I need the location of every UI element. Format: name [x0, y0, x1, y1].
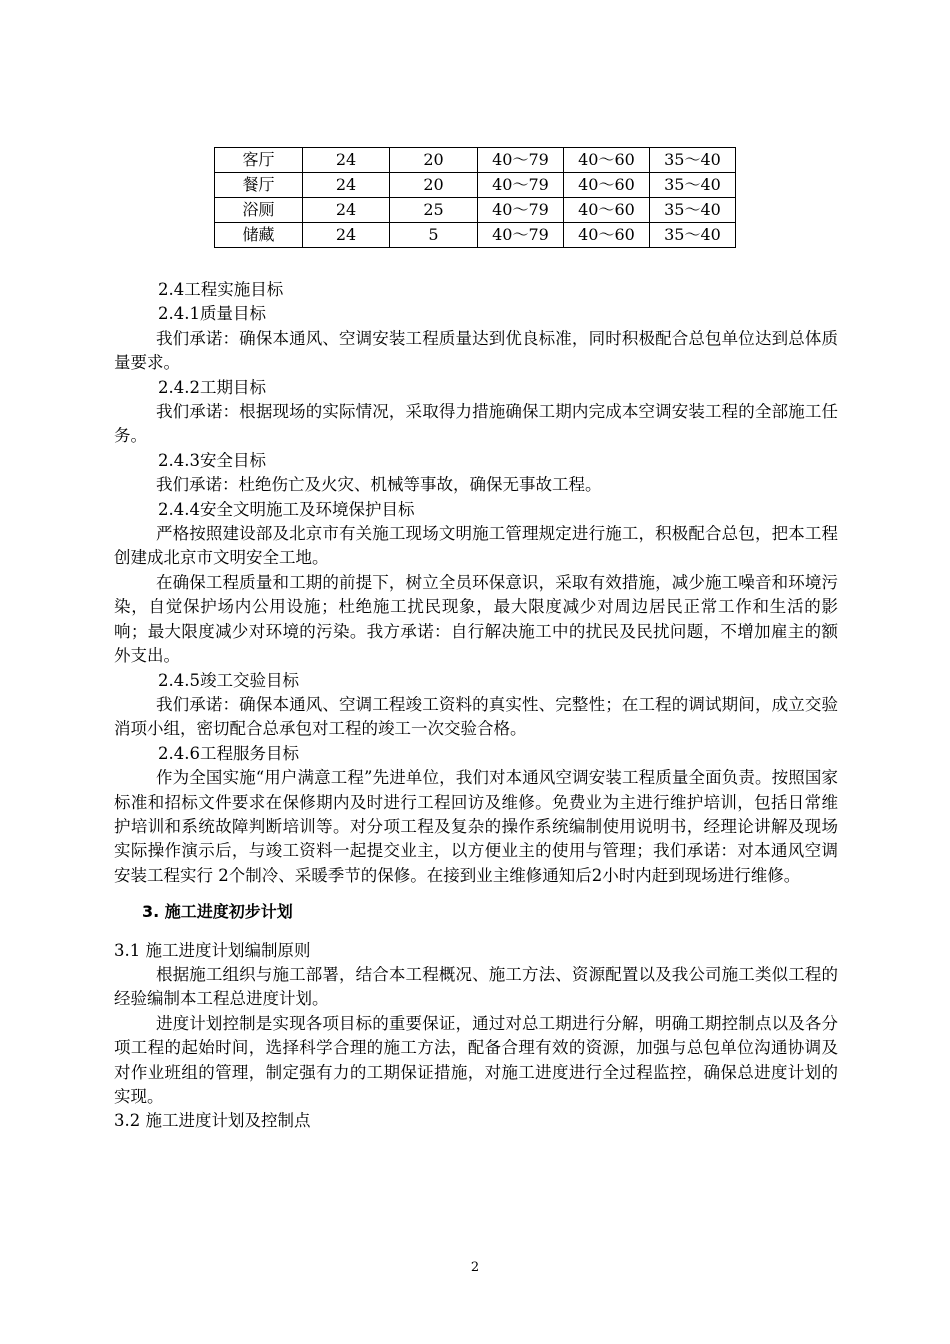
subsection-heading-3-2: 3.2 施工进度计划及控制点 [114, 1111, 311, 1131]
table-cell: 客厅 [215, 148, 303, 173]
paragraph-safety: 我们承诺：杜绝伤亡及火灾、机械等事故，确保无事故工程。 [156, 475, 602, 495]
body-text [114, 278, 838, 1134]
section-heading-2-4: 2.4工程实施目标 [158, 280, 284, 299]
table-row [215, 198, 736, 223]
table-cell: 24 [303, 223, 390, 248]
table-cell: 5 [390, 223, 478, 248]
table-cell: 40～60 [564, 148, 650, 173]
subsection-heading-quality: 2.4.1质量目标 [158, 304, 266, 324]
table-cell: 25 [390, 198, 478, 223]
table-cell: 40～79 [478, 223, 564, 248]
table-cell: 24 [303, 173, 390, 198]
paragraph-schedule: 我们承诺：根据现场的实际情况，采取得力措施确保工期内完成本空调安装工程的全部施工任务。 [114, 402, 838, 446]
subsection-heading-service: 2.4.6工程服务目标 [158, 743, 299, 763]
table-row [215, 148, 736, 173]
subsection-heading-environment: 2.4.4安全文明施工及环境保护目标 [158, 499, 415, 519]
subsection-heading-schedule: 2.4.2工期目标 [158, 377, 266, 397]
paragraph-service: 作为全国实施“用户满意工程”先进单位，我们对本通风空调安装工程质量全面负责。按照国家标准和招标文件要求在保修期内及时进行工程回访及维修。免费业为主进行维护培训，包括日常维护培训和系统故障判断培训等。对分项工程及复杂的操作系统编制使用说明书，经理论讲解及现场实际操作演示后，与竣工资料一起提交业主，以方便业主的使用与管理；我们承诺：对本通风空调安装工程实行 2个制冷、采暖季节的保修。在接到业主维修通知后2小时内赶到现场进行维修。 [114, 768, 838, 885]
paragraph-environment-1: 严格按照建设部及北京市有关施工现场文明施工管理规定进行施工，积极配合总包，把本工程创建成北京市文明安全工地。 [114, 524, 838, 568]
table-cell: 浴厕 [215, 198, 303, 223]
subsection-heading-safety: 2.4.3安全目标 [158, 450, 266, 470]
paragraph-plan-principle-1: 根据施工组织与施工部署，结合本工程概况、施工方法、资源配置以及我公司施工类似工程的经验编制本工程总进度计划。 [114, 964, 838, 1009]
table-row [215, 223, 736, 248]
table-cell: 35～40 [650, 148, 736, 173]
paragraph-plan-principle-2: 进度计划控制是实现各项目标的重要保证，通过对总工期进行分解，明确工期控制点以及各分项工程的起始时间，选择科学合理的施工方法，配备合理有效的资源，加强与总包单位沟通协调及对作业班组的管理，制定强有力的工期保证措施，对施工进度进行全过程监控，确保总进度计划的实现。 [114, 1013, 838, 1106]
table-cell: 24 [303, 198, 390, 223]
paragraph-environment-2: 在确保工程质量和工期的前提下，树立全员环保意识，采取有效措施，减少施工噪音和环境污染，自觉保护场内公用设施；杜绝施工扰民现象，最大限度减少对周边居民正常工作和生活的影响；最大限度减少对环境的污染。我方承诺：自行解决施工中的扰民及民扰问题，不增加雇主的额外支出。 [114, 572, 838, 666]
table-cell: 40～60 [564, 173, 650, 198]
section-heading-3: 3. 施工进度初步计划 [142, 902, 293, 922]
room-parameter-table [214, 147, 736, 248]
table-cell: 餐厅 [215, 173, 303, 198]
table-cell: 35～40 [650, 198, 736, 223]
table-cell: 40～79 [478, 173, 564, 198]
table-cell: 40～60 [564, 198, 650, 223]
subsection-heading-3-1: 3.1 施工进度计划编制原则 [114, 940, 311, 960]
table-cell: 40～79 [478, 148, 564, 173]
paragraph-acceptance: 我们承诺：确保本通风、空调工程竣工资料的真实性、完整性；在工程的调试期间，成立交验消项小组，密切配合总承包对工程的竣工一次交验合格。 [114, 694, 838, 739]
table-cell: 储藏 [215, 223, 303, 248]
page-number: 2 [470, 1260, 480, 1275]
paragraph-quality: 我们承诺：确保本通风、空调安装工程质量达到优良标准，同时积极配合总包单位达到总体质量要求。 [114, 328, 838, 373]
table-row [215, 173, 736, 198]
table-cell: 20 [390, 173, 478, 198]
table-cell: 35～40 [650, 173, 736, 198]
table-cell: 20 [390, 148, 478, 173]
subsection-heading-acceptance: 2.4.5竣工交验目标 [158, 670, 299, 690]
table-cell: 24 [303, 148, 390, 173]
table-cell: 35～40 [650, 223, 736, 248]
table-cell: 40～60 [564, 223, 650, 248]
table-cell: 40～79 [478, 198, 564, 223]
